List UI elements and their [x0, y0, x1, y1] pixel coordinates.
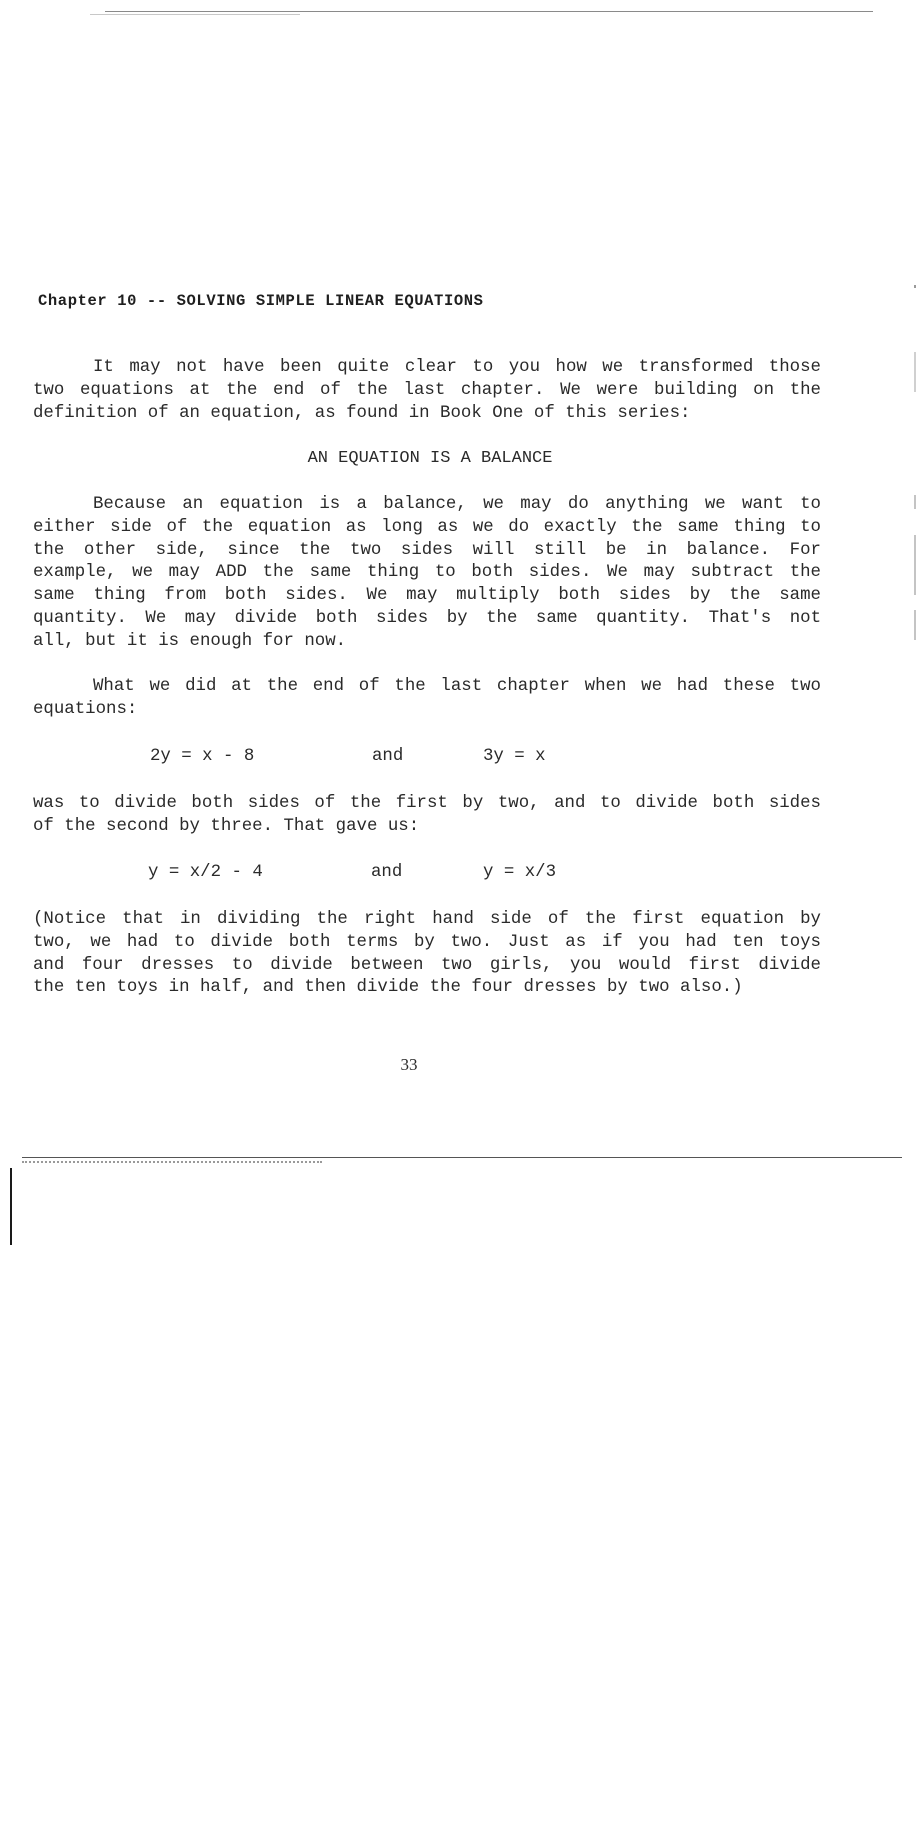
- text-line: quantity. We may divide both sides by the same quantity. That's not: [33, 608, 821, 628]
- equations-intro-paragraph: [33, 676, 821, 722]
- text-line: the other side, since the two sides will still be in balance. For: [33, 540, 821, 560]
- equation-first: 2y = x - 8: [150, 747, 255, 766]
- scan-edge-mark: [914, 535, 916, 595]
- division-paragraph: [33, 793, 821, 839]
- top-border-rule-faint: [90, 14, 300, 15]
- equation-first-result: y = x/2 - 4: [148, 863, 263, 882]
- equation-connector: and: [371, 863, 403, 882]
- scan-edge-mark: [914, 495, 916, 509]
- notice-paragraph: [33, 909, 821, 1000]
- text-line: equations:: [33, 699, 138, 719]
- scan-left-edge-bar: [10, 1168, 12, 1245]
- scan-edge-mark: [914, 285, 916, 288]
- text-line: same thing from both sides. We may multiply both sides by the same: [33, 586, 821, 606]
- text-line: It may not have been quite clear to you how we transformed those: [93, 358, 821, 377]
- bottom-border-rule: [22, 1157, 902, 1158]
- text-line: What we did at the end of the last chapter when we had these two: [93, 677, 821, 696]
- text-line: Because an equation is a balance, we may do anything we want to: [93, 495, 821, 514]
- text-line: definition of an equation, as found in Book One of this series:: [33, 403, 691, 423]
- balance-paragraph: [33, 494, 821, 654]
- text-line: (Notice that in dividing the right hand side of the first equation by: [33, 910, 821, 929]
- text-line: was to divide both sides of the first by two, and to divide both sides: [33, 794, 821, 813]
- equation-connector: and: [372, 747, 404, 766]
- scan-edge-mark: [914, 352, 916, 392]
- text-line: and four dresses to divide between two girls, you would first divide: [33, 955, 821, 975]
- chapter-heading: Chapter 10 -- SOLVING SIMPLE LINEAR EQUATIONS: [38, 292, 484, 310]
- bottom-border-rule-dotted: [22, 1161, 322, 1163]
- definition-line: AN EQUATION IS A BALANCE: [307, 449, 553, 468]
- text-line: of the second by three. That gave us:: [33, 816, 420, 836]
- top-border-rule: [105, 11, 873, 12]
- text-line: either side of the equation as long as we do exactly the same thing to: [33, 517, 821, 537]
- text-line: all, but it is enough for now.: [33, 631, 347, 651]
- page-number: 33: [400, 1055, 418, 1074]
- equation-second: 3y = x: [483, 747, 546, 766]
- intro-paragraph: [33, 357, 821, 425]
- equation-second-result: y = x/3: [483, 863, 557, 882]
- text-line: two, we had to divide both terms by two. Just as if you had ten toys: [33, 932, 821, 952]
- scan-edge-mark: [914, 610, 916, 640]
- text-line: two equations at the end of the last chapter. We were building on the: [33, 380, 821, 400]
- text-line: example, we may ADD the same thing to both sides. We may subtract the: [33, 563, 821, 583]
- text-line: the ten toys in half, and then divide the four dresses by two also.): [33, 978, 743, 998]
